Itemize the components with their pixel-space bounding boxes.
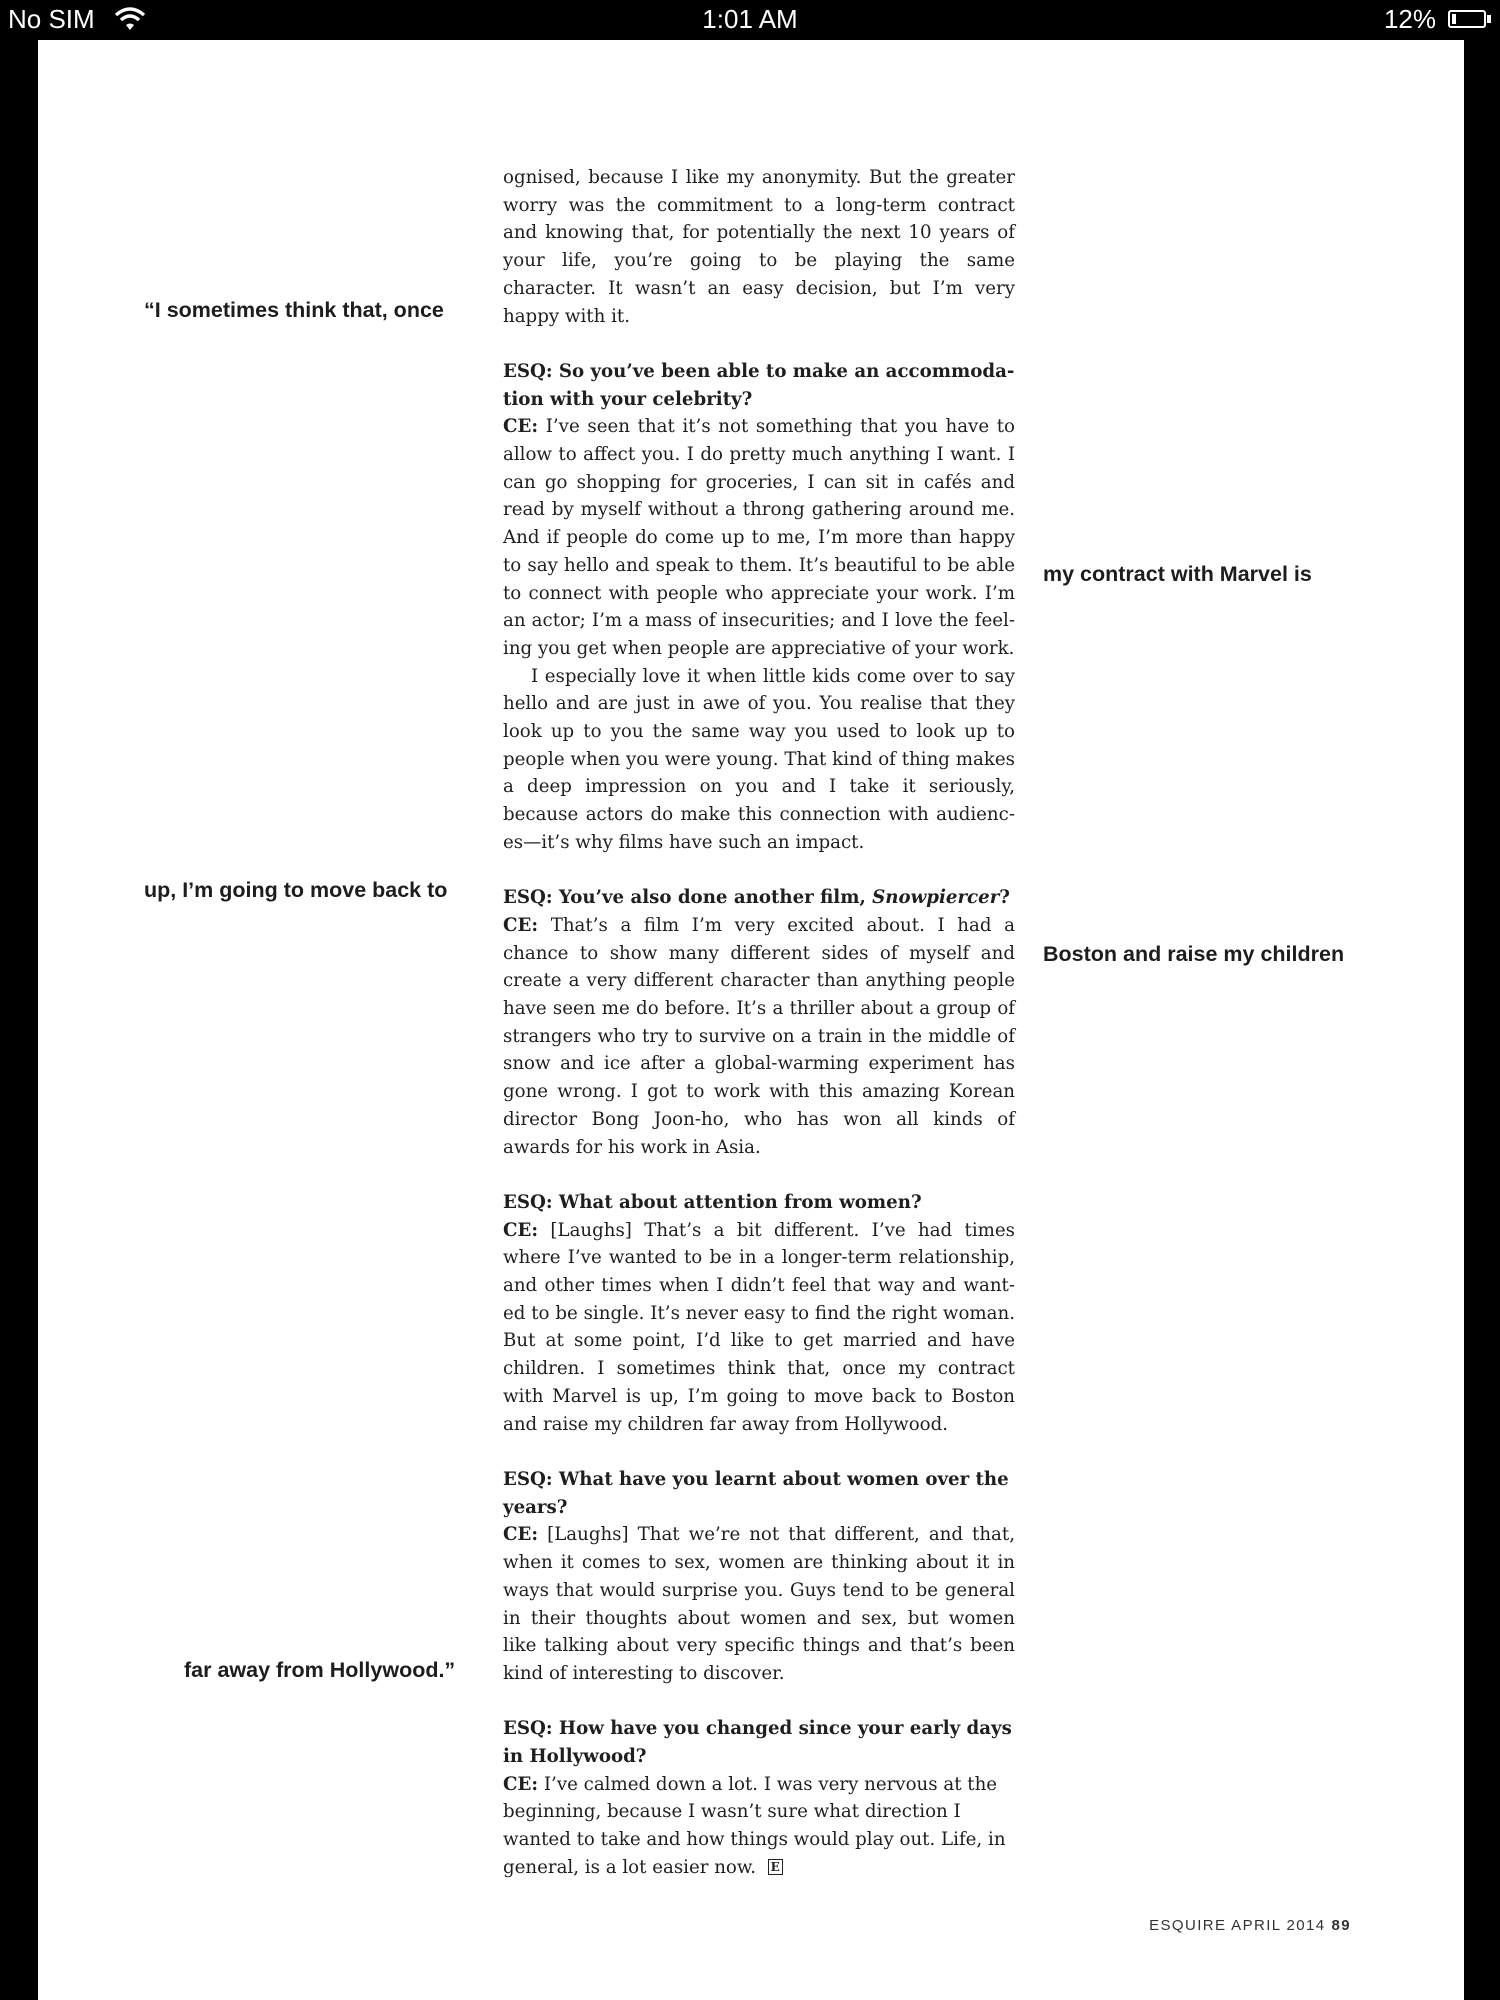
question-heading: ESQ: What about attention from women? <box>503 1191 922 1213</box>
answer-text: [Laughs] That we’re not that different, and that, when it comes to sex, women are thinking about it in ways that would surprise you. Guys tend to be general in their thoughts about women and sex, but women like talking about very specific things and that’s been kind of interesting to discover. <box>503 1524 1015 1684</box>
answer-paragraph <box>503 1217 1015 1439</box>
question-heading: ESQ: How have you changed since your early days in Hollywood? <box>503 1718 1012 1767</box>
end-mark-icon: E <box>768 1859 783 1875</box>
page-number: 89 <box>1331 1917 1351 1934</box>
question-heading: ESQ: What have you learnt about women over the years? <box>503 1468 1009 1518</box>
article-body <box>503 164 1015 1882</box>
battery-percent: 12% <box>1383 4 1436 34</box>
answer-text: I’ve calmed down a lot. I was very nervous at the beginning, because I wasn’t sure what direction I wanted to take and how things would play out. Life, in general, is a lot easier now. <box>503 1773 1006 1878</box>
battery-fill <box>1452 14 1456 24</box>
answer-paragraph <box>503 912 1015 1161</box>
answer-paragraph <box>503 413 1015 662</box>
ce-label: CE: <box>503 1219 539 1241</box>
carrier-label: No SIM <box>8 4 95 34</box>
pull-quote-line-3: up, I’m going to move back to <box>144 878 448 902</box>
battery-tip <box>1487 15 1491 23</box>
answer-paragraph-continued: I especially love it when little kids come over to say hello and are just in awe of you. You realise that they look up to you the same way you used to look up to people when you were young. That kind of thing makes a deep impression on you and I take it seriously, because actors do make this connection with audiences—it’s why films have such an impact. <box>503 665 1015 853</box>
film-title: Snowpiercer <box>872 887 1000 909</box>
answer-text: That’s a film I’m very excited about. I had a chance to show many different sides of myself and create a very different character than anything people have seen me do before. It’s a thriller about a group of strangers who try to survive on a train in the middle of snow and ice after a global-warming experiment has gone wrong. I got to work with this amazing Korean director Bong Joon-ho, who has won all kinds of awards for his work in Asia. <box>503 914 1015 1158</box>
question-heading <box>503 884 1015 912</box>
article-paragraph: ognised, because I like my anonymity. But the greater worry was the commitment to a long-term contract and knowing that, for potentially the next 10 years of your life, you’re going to be playing the same character. It wasn’t an easy decision, but I’m very happy with it. <box>503 167 1015 327</box>
pull-quote-line-1: “I sometimes think that, once <box>144 298 444 322</box>
ce-label: CE: <box>503 1524 539 1546</box>
magazine-page[interactable] <box>38 40 1464 2000</box>
ce-label: CE: <box>503 914 539 936</box>
answer-paragraph <box>503 1521 1015 1687</box>
answer-text: I’ve seen that it’s not something that you have to allow to affect you. I do pretty much anything I want. I can go shopping for groceries, I can sit in cafés and read by myself without a throng gathering around me. And if people do come up to me, I’m more than happy to say hello and speak to them. It’s beautiful to be able to connect with people who appreciate your work. I’m an actor; I’m a mass of insecurities; and I love the feeling you get when people are appreciative of your work. <box>503 416 1015 659</box>
pull-quote-line-4: Boston and raise my children <box>1043 942 1345 966</box>
pull-quote-line-2: my contract with Marvel is <box>1043 562 1312 586</box>
ce-label: CE: <box>503 1773 539 1795</box>
question-heading: ESQ: So you’ve been able to make an accommodation with your celebrity? <box>503 360 1015 410</box>
ce-label: CE: <box>503 416 539 438</box>
clock: 1:01 AM <box>702 4 798 34</box>
page-footer <box>1149 1917 1351 1934</box>
answer-paragraph <box>503 1771 1015 1882</box>
battery-icon <box>1448 10 1486 28</box>
publication-label: ESQUIRE APRIL 2014 <box>1149 1917 1326 1934</box>
question-text: ESQ: You’ve also done another film, <box>503 887 866 909</box>
question-mark: ? <box>999 887 1010 909</box>
pull-quote-line-5: far away from Hollywood.” <box>184 1658 456 1682</box>
answer-text: [Laughs] That’s a bit different. I’ve had times where I’ve wanted to be in a longer-term relationship, and other times when I didn’t feel that way and wanted to be single. It’s never easy to find the right woman. But at some point, I’d like to get married and have children. I sometimes think that, once my contract with Marvel is up, I’m going to move back to Boston and raise my children far away from Hollywood. <box>503 1219 1015 1435</box>
status-bar <box>0 0 1500 38</box>
